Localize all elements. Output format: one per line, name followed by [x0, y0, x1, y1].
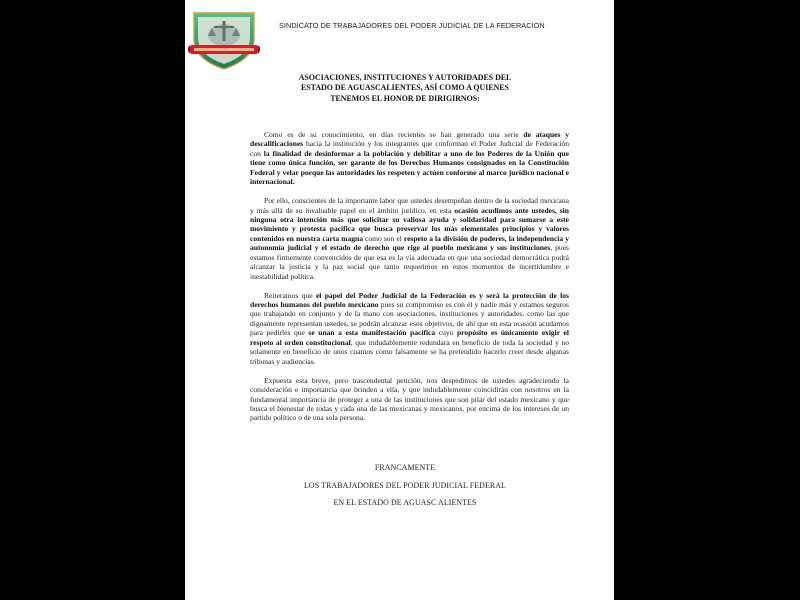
body-paragraph — [250, 376, 569, 423]
paragraph-text: Como es de su conocimiento, en días recientes se han generado una serie — [264, 130, 524, 139]
paragraph-text: pues su compromiso es con él y nadie más y estamos seguros que trabajando en conjunto y de la mano con asociaciones, instituciones y autoridades, como las que dignamente representan ustedes, se podrán alcanzar esos objetivos, de ahí que en esta ocasión acudamos para pedirles que — [250, 300, 569, 338]
addressee-line: TENEMOS EL HONOR DE DIRIGIRNOS: — [330, 93, 480, 103]
signature-line: FRANCAMENTE — [374, 463, 436, 472]
paragraph-text: Expuesta esta breve, pero trascendental petición, nos despedimos de ustedes agradeciendo la consideración e importancia que brinden a ella, y que indudablemente coincidirán con nosotros en la fundamental importancia de proteger a una de las instituciones que son pilar del estado mexicano y que busca el bienestar de todas y cada una de las mexicanas y mexicanos, por encima de los intereses de un partido político o de una sola persona. — [250, 375, 569, 423]
emphasis-text: de ataques y descalificaciones — [250, 130, 569, 149]
signature-line: LOS TRABAJADORES DEL PODER JUDICIAL FEDERAL — [304, 480, 506, 490]
letter-body — [250, 130, 569, 432]
paragraph-text: como son el — [362, 233, 404, 243]
body-paragraph — [250, 196, 569, 281]
addressee-line: ASOCIACIONES, INSTITUCIONES Y AUTORIDADES DEL — [298, 73, 512, 82]
body-paragraph — [250, 130, 569, 187]
paragraph-text: cuyo — [435, 328, 457, 338]
union-shield-logo-icon — [188, 9, 260, 71]
emphasis-text: ocasión acudimos ante ustedes, sin ninguna otra intención más que solicitar su valiosa ayuda y solidaridad para sumarse a este movimiento y protesta pacífica que busca preservar los más elementales principios y valores contenidos en nuestra carta magna — [250, 205, 569, 243]
emphasis-text: se unan a esta manifestación pacífica — [308, 328, 436, 338]
emphasis-text: el papel del Poder Judicial de la Federación es y será la protección de los derechos humanos del pueblo mexicano — [250, 290, 569, 310]
paragraph-text: , pues estamos firmemente convencidos de que esa es la vía adecuada en que una sociedad democrática podrá alcanzar la justicia y la paz social que tanto requerimos en estos momentos de incertidumbre e inestabilidad política. — [250, 243, 569, 281]
emphasis-text: la finalidad de desinformar a la población y debilitar a uno de los Poderes de la Unión que tiene como única función, ser garante de los Derechos Humanos consignados en la Constitución Federal y velar porque las autoridades los respeten y actúen conforme al marco jurídico nacional e internacional. — [250, 148, 569, 187]
addressee-block — [255, 73, 555, 104]
body-paragraph — [250, 291, 569, 367]
signature-block — [255, 463, 555, 516]
emphasis-text: propósito es únicamente exigir el respeto al orden constitucional — [250, 328, 569, 347]
union-title: SINDICATO DE TRABAJADORES DEL PODER JUDICIAL DE LA FEDERACION — [279, 21, 545, 30]
letter-page — [185, 0, 614, 600]
paragraph-text: Reiteramos que — [264, 290, 316, 300]
signature-line: EN EL ESTADO DE AGUASC ALIENTES — [333, 498, 477, 508]
addressee-line: ESTADO DE AGUASCALIENTES, ASÍ COMO A QUIENES — [301, 83, 509, 93]
emphasis-text: respeto a la división de poderes, la independencia y autonomía judicial y el estado de derecho que rige al pueblo mexicano y sus instituciones — [250, 233, 569, 253]
paragraph-text: , que indudablemente redundara en beneficio de toda la sociedad y no solamente en beneficio de unos cuantos como falsamente se ha pretendido hacerlo creer desde algunas tribunas y audiencias. — [250, 337, 569, 366]
paragraph-text: hacia la institución y los integrantes que conforman el Poder Judicial de Federación con — [250, 139, 569, 158]
paragraph-text: Por ello, conscientes de la importante labor que ustedes desempeñan dentro de la sociedad mexicana y más allá de su invaluable papel en el ámbito jurídico, en esta — [250, 196, 569, 215]
